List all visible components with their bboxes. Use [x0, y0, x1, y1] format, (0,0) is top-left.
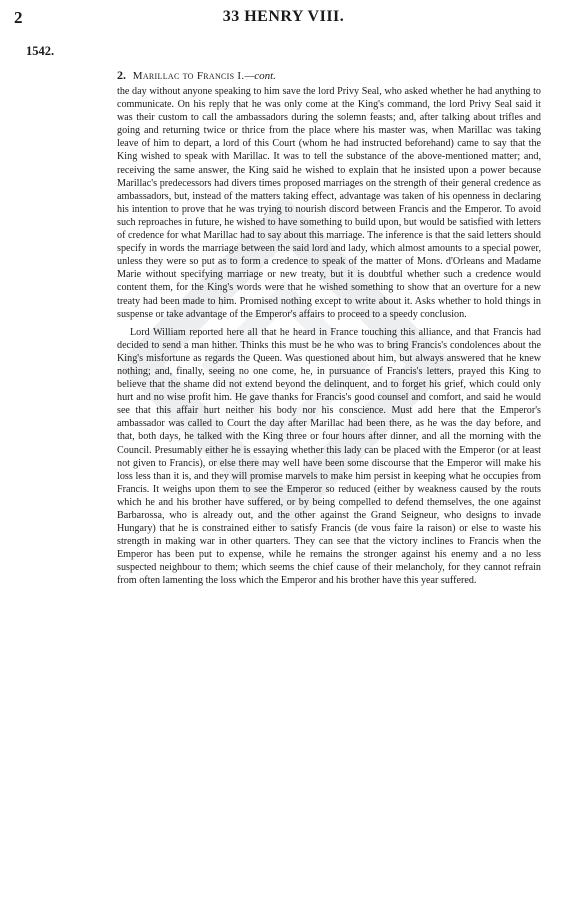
- entry-continuation: —cont.: [244, 70, 276, 82]
- page-number: 2: [14, 8, 23, 27]
- running-head: 33 HENRY VIII.: [222, 8, 345, 25]
- entry-title: Marillac to Francis I.: [132, 70, 245, 82]
- entry-number: 2.: [117, 68, 126, 82]
- paragraph: Lord William reported here all that he heard in France touching this alliance, and that Francis had decided to send a man hither. Thinks this must be he who was to bring Francis's condolences about the King's misfortune as regards the Queen. Was questioned about him, but always answered that he knew nothing; and, finally, seeing no one come, he, in pursuance of Francis's letters, prayed this King to believe that the shame did not extend beyond the delinquent, and to forget his grief, which could only hurt and no wise profit him. He gave thanks for Francis's good counsel and comfort, and said he would see that this affair hurt neither his body nor his conscience. Must add here that the Emperor's ambassador was called to Court the day after Marillac had been there, as he was the day before, and that, both days, he talked with the King three or four hours after dinner, and all the morning with the Council. Presumably either he is essaying whether this lady can be placed with the Emperor (or at least not given to Francis), or else there may well have been some discourse that the Emperor will make his loss less than it is, and they will promise marvels to make him persist in keeping what he occupies from Francis. It weighs upon them to see the Emperor so reduced (either by weakness caused by the routs which he and his brother have suffered, or by being compelled to defend themselves, the one against Barbarossa, who is already out, and the other against the Grand Seigneur, who designs to invade Hungary) that he is constrained either to satisfy Francis (de vous faire la raison) or else to waste his strength in making war in other quarters. They can see that the victory inclines to Francis when the Emperor has been put to expense, while he remains the stronger against his enemy and a no less suspected neighbour to them; which seems the chief cause of their melancholy, for they cannot refrain from often lamenting the loss which the Emperor and his brother have this year suffered.: [117, 326, 541, 587]
- paragraph: the day without anyone speaking to him save the lord Privy Seal, who asked whether he had anything to communicate. On his reply that he was only come at the King's command, the lord Privy Seal said it was their custom to call the ambassadors during the solemn feasts; and, after talking about trifles and going and returning twice or thrice from the place where his master was, when Marillac was taking leave of him to depart, a lord of this Court (whom he had instructed beforehand) came to say that the King wished to speak with Marillac. It was to tell the substance of the above-mentioned matter; and, receiving the same answer, the King said he wished to explain that he insisted upon a power because Marillac's predecessors had divers times proposed marriages on the strength of their general credence as ambassadors, but, instead of the matters taking effect, advantage was taken of his openness in declaring his intention to prove that he was trying to nourish discord between Francis and the Emperor. To avoid such reproaches in future, he wished to have something to build upon, but would be satisfied with letters of credence for what Marillac had to say about this marriage. The inference is that the said letters should specify in words the marriage between the said lord and lady, which almost amounts to a special power, unless they were so put as to form a credence to speak of the matter of Mons. d'Orleans and Madame Marie without specifying marriage or new treaty, but it is doubtful whether such a credence would content them, for the King's words were that he wished something to show that an overture for a new treaty had been made to him. Promised nothing except to write about it. Asks whether to hold things in suspense or take advantage of the Emperor's affairs to proceed to a speedy conclusion.: [117, 86, 541, 320]
- entry-heading: [117, 68, 541, 83]
- main-text-column: [117, 68, 541, 588]
- margin-year: 1542.: [26, 44, 55, 58]
